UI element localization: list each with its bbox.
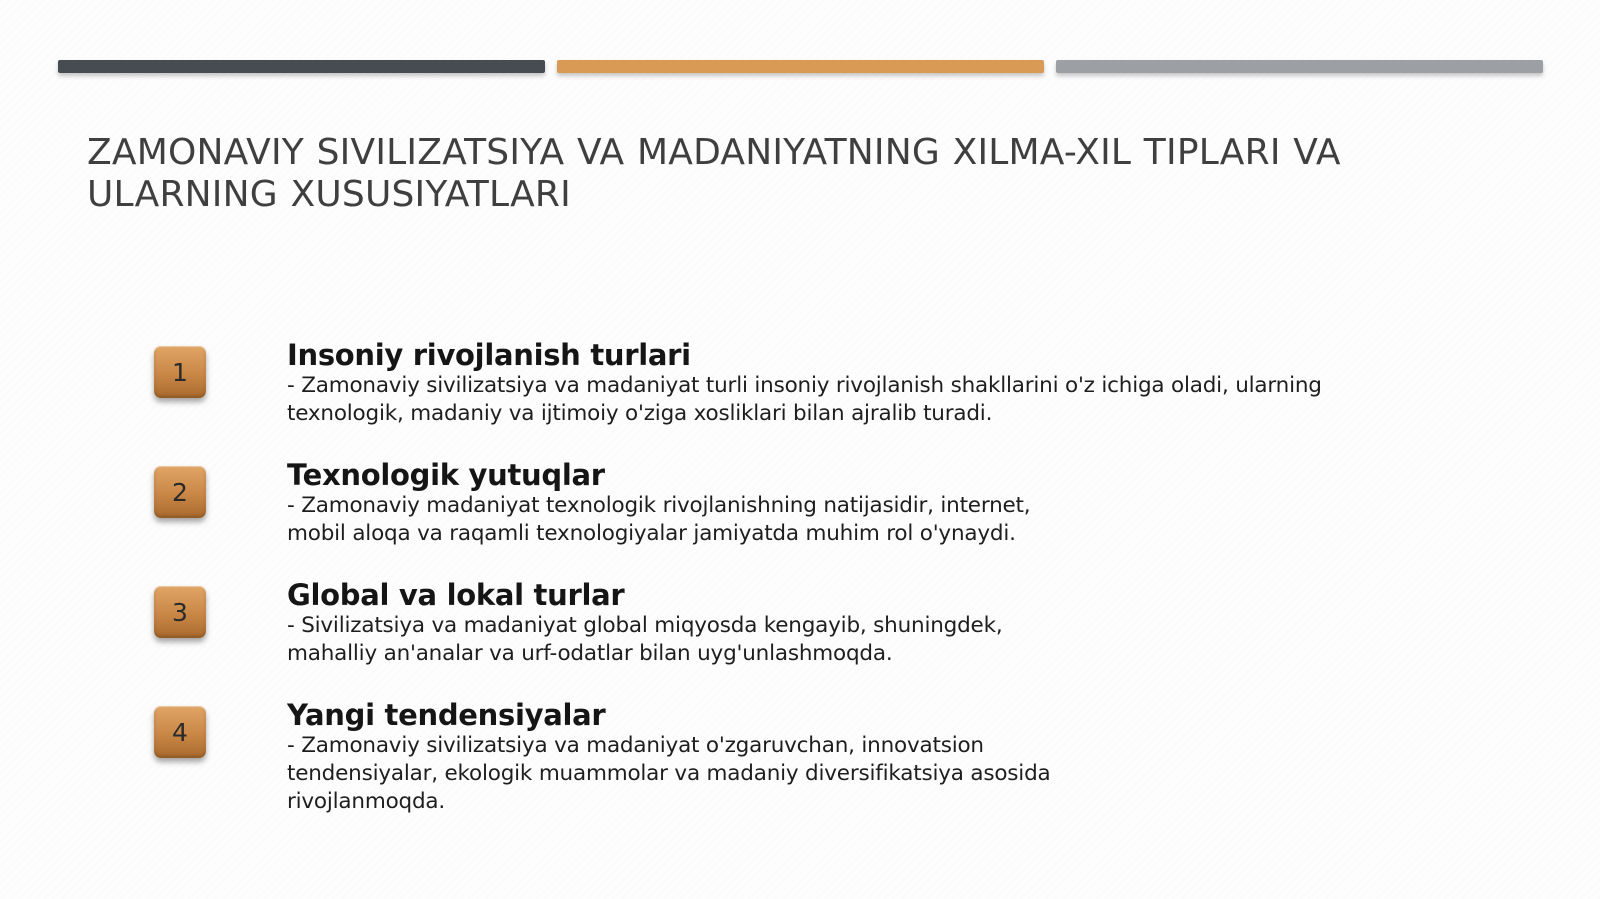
item-heading-2: Texnologik yutuqlar <box>287 458 605 492</box>
item-heading-4: Yangi tendensiyalar <box>287 698 606 732</box>
number-badge-3: 3 <box>154 586 206 638</box>
number-badge-2: 2 <box>154 466 206 518</box>
item-description-1: - Zamonaviy sivilizatsiya va madaniyat turli insoniy rivojlanish shakllarini o'z ichiga oladi, ularning texnologik, madaniy va ijtimoiy o'ziga xosliklari bilan ajralib turadi. <box>287 373 1322 426</box>
item-description-2: - Zamonaviy madaniyat texnologik rivojlanishning natijasidir, internet, mobil aloqa va raqamli texnologiyalar jamiyatda muhim rol o'ynaydi. <box>287 493 1031 546</box>
item-text-1 <box>287 338 1417 428</box>
item-heading-3: Global va lokal turlar <box>287 578 625 612</box>
accent-bar-gray <box>1056 60 1543 73</box>
accent-bar-orange <box>557 60 1044 73</box>
item-description-3: - Sivilizatsiya va madaniyat global miqyosda kengayib, shuningdek, mahalliy an'analar va urf-odatlar bilan uyg'unlashmoqda. <box>287 613 1003 666</box>
item-text-4 <box>287 698 1417 816</box>
item-heading-1: Insoniy rivojlanish turlari <box>287 338 691 372</box>
number-badge-1: 1 <box>154 346 206 398</box>
accent-bar-dark <box>58 60 545 73</box>
number-badge-4: 4 <box>154 706 206 758</box>
item-text-3 <box>287 578 1417 668</box>
item-text-2 <box>287 458 1417 548</box>
slide-title: ZAMONAVIY SIVILIZATSIYA VA MADANIYATNING XILMA-XIL TIPLARI VA ULARNING XUSUSIYATLARI <box>87 132 1341 215</box>
item-description-4: - Zamonaviy sivilizatsiya va madaniyat o'zgaruvchan, innovatsion tendensiyalar, ekologik muammolar va madaniy diversifikatsiya asosida rivojlanmoqda. <box>287 733 1051 814</box>
